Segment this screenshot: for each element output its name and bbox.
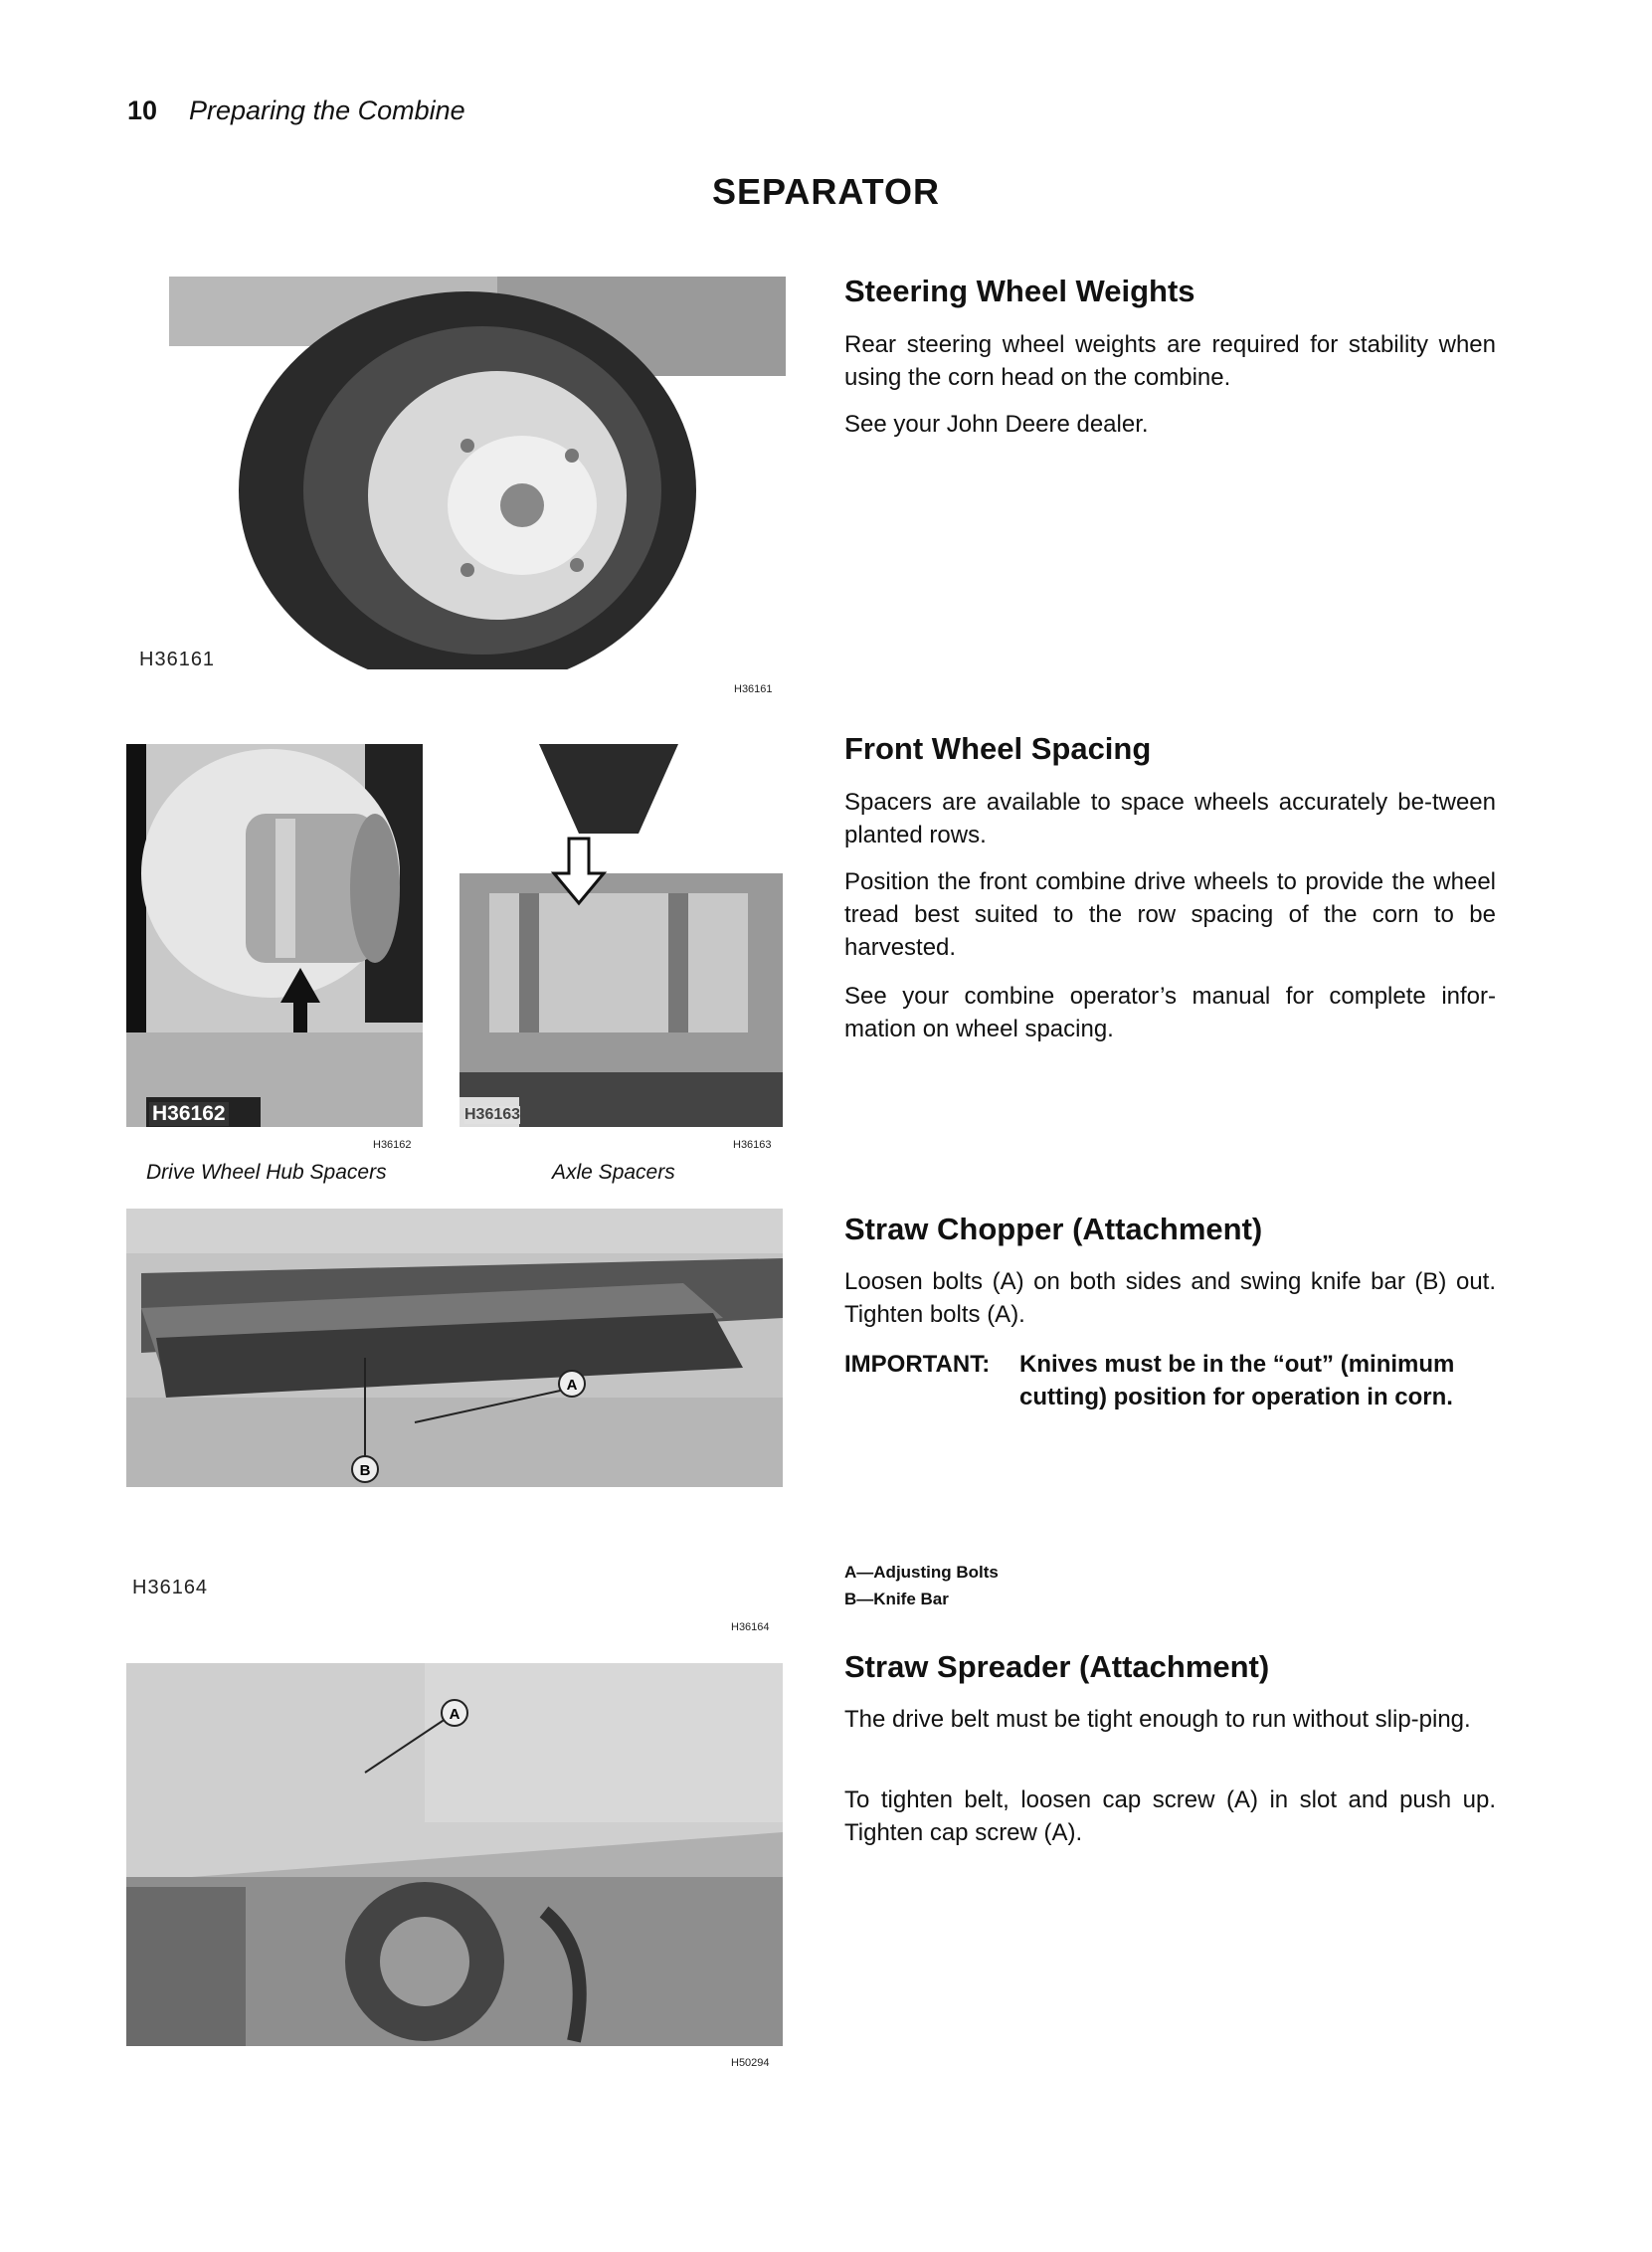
hub-spacer-illustration: [126, 744, 423, 1127]
steering-weights-heading: Steering Wheel Weights: [844, 274, 1195, 308]
wheel-weight-illustration: [169, 277, 786, 669]
figure-code-small-h36161: H36161: [734, 683, 773, 695]
axle-spacer-caption: Axle Spacers: [552, 1161, 675, 1184]
front-wheel-spacing-heading: Front Wheel Spacing: [844, 731, 1152, 766]
hub-inset-code: H36162: [149, 1102, 229, 1126]
page-title: SEPARATOR: [711, 171, 941, 212]
straw-spreader-para-2: To tighten belt, loosen cap screw (A) in slot and push up. Tighten cap screw (A).: [844, 1786, 1496, 1846]
figure-code-h36164: H36164: [132, 1577, 209, 1598]
steering-weights-para-1: Rear steering wheel weights are required for stability when using the corn head on the combine.: [844, 331, 1496, 391]
axle-spacer-photo: [459, 744, 783, 1127]
axle-spacer-illustration: [459, 744, 783, 1127]
front-wheel-spacing-para-3: See your combine operator’s manual for complete infor-mation on wheel spacing.: [844, 983, 1496, 1042]
figure-code-small-h36163: H36163: [733, 1139, 772, 1151]
important-text-line-2: cutting) position for operation in corn.: [1019, 1384, 1453, 1410]
figure-code-h36161: H36161: [139, 649, 216, 670]
straw-spreader-photo: [126, 1663, 783, 2046]
running-header: Preparing the Combine: [189, 95, 465, 125]
straw-spreader-heading: Straw Spreader (Attachment): [844, 1649, 1270, 1684]
straw-chopper-heading: Straw Chopper (Attachment): [844, 1212, 1263, 1246]
straw-chopper-illustration: [126, 1209, 783, 1487]
figure-code-small-h36162: H36162: [373, 1139, 412, 1151]
straw-spreader-illustration: [126, 1663, 783, 2046]
wheel-weight-photo: [169, 277, 786, 669]
important-label: IMPORTANT:: [844, 1351, 991, 1378]
legend-knife-bar: B—Knife Bar: [844, 1590, 949, 1608]
legend-adjusting-bolts: A—Adjusting Bolts: [844, 1563, 999, 1582]
important-text-line-1: Knives must be in the “out” (minimum: [1019, 1351, 1455, 1378]
front-wheel-spacing-para-2: Position the front combine drive wheels to provide the wheel tread best suited to the row spacing of the corn to be harvested.: [844, 868, 1496, 961]
front-wheel-spacing-para-1: Spacers are available to space wheels accurately be-tween planted rows.: [844, 789, 1496, 848]
figure-code-small-h50294: H50294: [731, 2057, 770, 2069]
axle-inset-code: H36163: [464, 1106, 521, 1123]
spreader-label-a: A: [449, 1706, 460, 1723]
chopper-label-b: B: [359, 1462, 371, 1479]
page-number: 10: [127, 95, 158, 125]
hub-spacer-photo: [126, 744, 423, 1127]
straw-chopper-para-1: Loosen bolts (A) on both sides and swing knife bar (B) out. Tighten bolts (A).: [844, 1268, 1496, 1328]
chopper-label-a: A: [566, 1377, 578, 1394]
hub-spacer-caption: Drive Wheel Hub Spacers: [146, 1161, 387, 1184]
steering-weights-para-2: See your John Deere dealer.: [844, 411, 1149, 438]
figure-code-small-h36164: H36164: [731, 1621, 770, 1633]
straw-spreader-para-1: The drive belt must be tight enough to run without slip-ping.: [844, 1706, 1471, 1733]
straw-chopper-photo: [126, 1209, 783, 1487]
